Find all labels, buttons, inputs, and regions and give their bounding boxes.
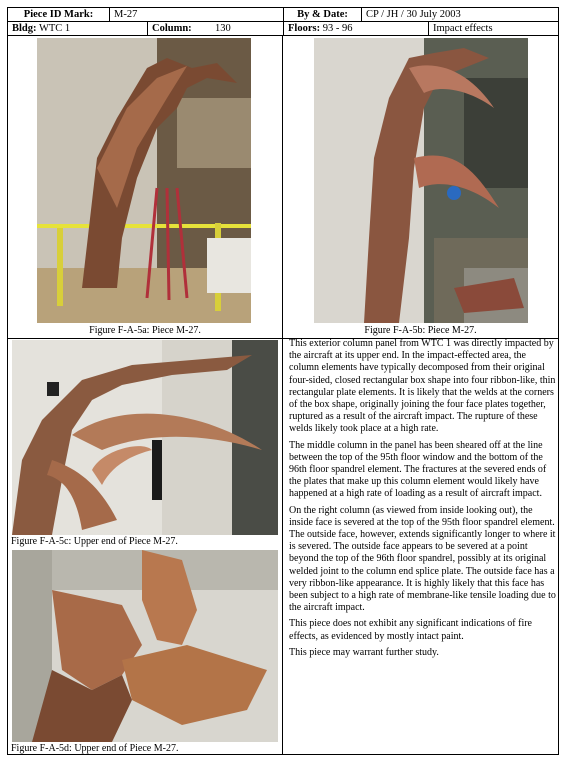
- piece-id-value-cell: [109, 8, 283, 21]
- paragraph-2: The middle column in the panel has been sheared off at the line between the top of the 95th floor window and the bottom of the 96th floor spandrel element. The fractures at the severed ends of the plates that make up this column element would likely have happened at a high rate of loading as a result of aircraft impact.: [289, 439, 547, 500]
- floors-label: Floors:: [288, 23, 321, 34]
- figure-b-caption: Figure F-A-5b: Piece M-27.: [364, 325, 477, 336]
- figure-d-caption: Figure F-A-5d: Upper end of Piece M-27.: [11, 743, 179, 754]
- column-label: Column:: [152, 23, 192, 34]
- header-row-1: [7, 7, 559, 22]
- category-cell: [428, 22, 560, 35]
- figure-a-caption: Figure F-A-5a: Piece M-27.: [89, 325, 201, 336]
- bldg-cell: [8, 22, 147, 35]
- photo-column-with-tripod-icon: [37, 38, 251, 323]
- piece-id-value: M-27: [114, 9, 138, 20]
- column-cell: [147, 22, 283, 35]
- piece-id-label-cell: [8, 8, 109, 21]
- figure-a-photo: [37, 38, 251, 323]
- floors-value: 93 - 96: [322, 23, 353, 34]
- figure-c-photo: [12, 340, 278, 535]
- figure-d-photo: [12, 550, 278, 742]
- header-row-2: [7, 21, 559, 36]
- by-date-value-cell: [361, 8, 560, 21]
- paragraph-5: This piece may warrant further study.: [289, 646, 439, 658]
- figure-c-caption: Figure F-A-5c: Upper end of Piece M-27.: [11, 536, 178, 547]
- category-value: Impact effects: [433, 23, 493, 34]
- paragraph-1: This exterior column panel from WTC 1 was directly impacted by the aircraft at its upper end. In the impact-effected area, the column elements have typically decomposed from their original four-sided, closed rectangular box shape into four ribbon-like, thin rectangular plate elements. It is likely that the welds at the corners of the box shape, originally joining the four face plates together, ruptured as a result of the aircraft impact. The rupture of these welds likely took place at a high rate.: [289, 338, 556, 435]
- paragraph-4: This piece does not exhibit any significant indications of fire effects, as evidenced by mostly intact paint.: [289, 618, 532, 642]
- photo-upper-end-plates-icon: [12, 550, 278, 742]
- column-value: 130: [214, 23, 231, 34]
- by-date-label: By & Date:: [297, 9, 348, 20]
- photo-upper-end-closeup-icon: [12, 340, 278, 535]
- piece-id-label: Piece ID Mark:: [23, 9, 94, 20]
- figure-b-photo: [314, 38, 528, 323]
- photo-column-curled-ribbons-icon: [314, 38, 528, 323]
- evidence-sheet: [7, 7, 559, 755]
- by-date-label-cell: [283, 8, 361, 21]
- bldg-label: Bldg:: [12, 23, 37, 34]
- by-date-value: CP / JH / 30 July 2003: [366, 9, 461, 20]
- floors-cell: [283, 22, 428, 35]
- bldg-value: WTC 1: [38, 23, 71, 34]
- paragraph-3: On the right column (as viewed from inside looking out), the inside face is severed at the top of the 95th floor spandrel element. The outside face, however, extends significantly longer to where it is severed. The outside face appears to be severed at a point beyond the top of the 96th floor spandrel, possibly at its original welded joint to the column end splice plate. The outside face has a very ribbon-like appearance. It is highly likely that this face has been subject to a high rate of membrane-like tensile loading due to the aircraft impact.: [289, 504, 556, 614]
- description-text: [289, 338, 556, 663]
